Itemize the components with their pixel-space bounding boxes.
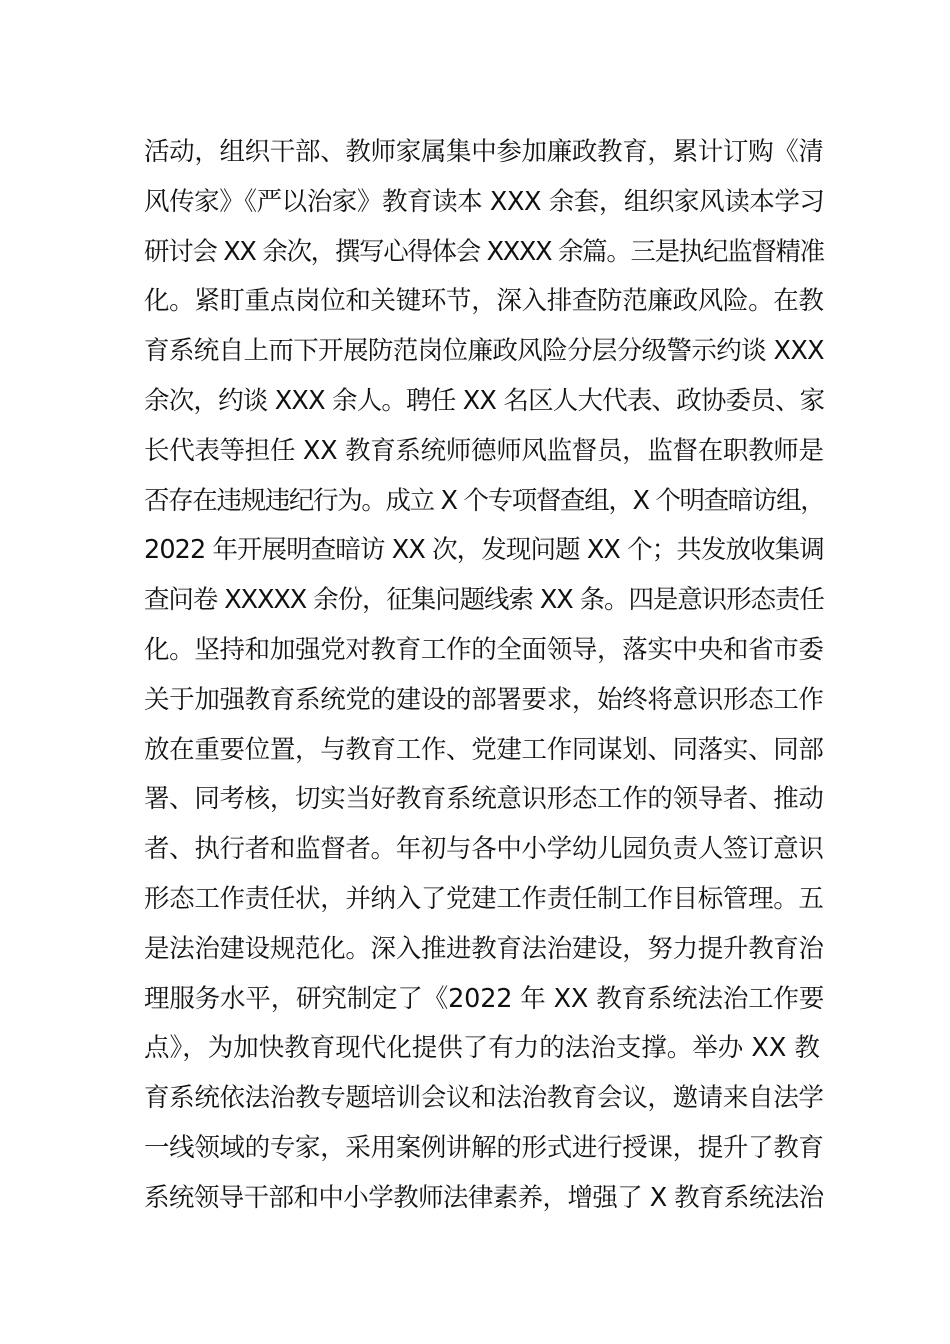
- text-line: 查问卷 XXXXX 余份，征集问题线索 XX 条。四是意识形态责任: [144, 585, 824, 616]
- text-line: 风传家》《严以治家》教育读本 XXX 余套，组织家风读本学习: [144, 186, 825, 217]
- text-line: 者、执行者和监督者。年初与各中小学幼儿园负责人签订意识: [144, 834, 824, 865]
- text-line: 长代表等担任 XX 教育系统师德师风监督员，监督在职教师是: [144, 435, 824, 466]
- text-line: 署、同考核，切实当好教育系统意识形态工作的领导者、推动: [144, 784, 824, 815]
- text-line: 放在重要位置，与教育工作、党建工作同谋划、同落实、同部: [144, 734, 824, 765]
- body-text: [144, 128, 824, 1224]
- text-line: 否存在违规违纪行为。成立 X 个专项督查组，X 个明查暗访组，: [144, 485, 825, 516]
- text-line: 关于加强教育系统党的建设的部署要求，始终将意识形态工作: [144, 684, 824, 715]
- text-line: 系统领导干部和中小学教师法律素养，增强了 X 教育系统法治: [144, 1182, 824, 1213]
- text-line: 育系统自上而下开展防范岗位廉政风险分层分级警示约谈 XXX: [144, 336, 825, 367]
- text-line: 形态工作责任状，并纳入了党建工作责任制工作目标管理。五: [144, 883, 824, 914]
- text-line: 活动，组织干部、教师家属集中参加廉政教育，累计订购《清: [144, 137, 824, 167]
- text-line: 研讨会 XX 余次，撰写心得体会 XXXX 余篇。三是执纪监督精准: [144, 236, 824, 267]
- text-line: 育系统依法治教专题培训会议和法治教育会议，邀请来自法学: [144, 1083, 824, 1114]
- text-line: 是法治建设规范化。深入推进教育法治建设，努力提升教育治: [144, 933, 824, 964]
- text-line: 化。紧盯重点岗位和关键环节，深入排查防范廉政风险。在教: [144, 286, 824, 317]
- text-line: 2022 年开展明查暗访 XX 次，发现问题 XX 个；共发放收集调: [144, 535, 824, 566]
- text-line: 化。坚持和加强党对教育工作的全面领导，落实中央和省市委: [144, 634, 824, 665]
- text-line: 余次，约谈 XXX 余人。聘任 XX 名区人大代表、政协委员、家: [144, 385, 825, 416]
- text-line: 一线领域的专家，采用案例讲解的形式进行授课，提升了教育: [144, 1132, 824, 1163]
- text-line: 点》，为加快教育现代化提供了有力的法治支撑。举办 XX 教: [144, 1033, 820, 1064]
- text-line: 理服务水平，研究制定了《2022 年 XX 教育系统法治工作要: [144, 983, 825, 1014]
